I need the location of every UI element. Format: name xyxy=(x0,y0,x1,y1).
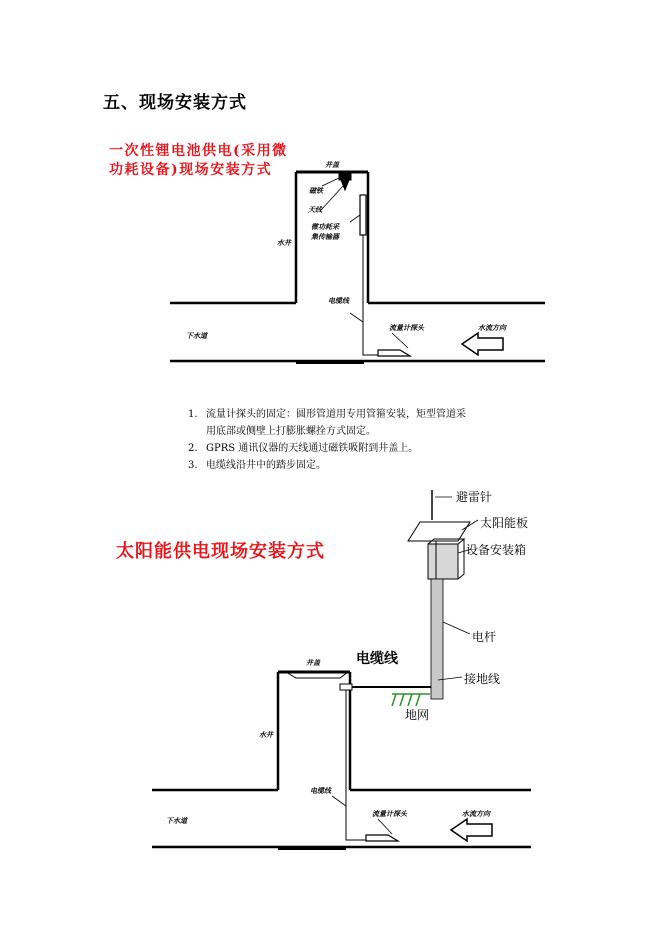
note-1-line1: 流量计探头的固定：圆形管道用专用管箍安装，矩型管道采 xyxy=(206,409,466,420)
label-flow-probe2: 流量计探头 xyxy=(372,810,407,818)
label-ground-grid: 地网 xyxy=(405,708,430,722)
section1-heading-line2: 功耗设备)现场安装方式 xyxy=(109,162,273,178)
label-ground-wire: 接地线 xyxy=(464,672,501,686)
note-3-text: 电缆线沿井中的踏步固定。 xyxy=(206,460,326,471)
label-device-line1: 微功耗采 xyxy=(311,223,339,231)
note-2-number: 2. xyxy=(188,443,198,454)
page-title: 五、现场安装方式 xyxy=(103,93,247,113)
label-magnet: 磁铁 xyxy=(309,187,323,195)
label-flow-direction2: 水流方向 xyxy=(462,810,490,818)
label-pole: 电杆 xyxy=(472,630,497,644)
pole xyxy=(431,579,443,699)
label-sewer: 下水道 xyxy=(186,332,207,340)
label-water-well: 水井 xyxy=(277,239,291,247)
label-water-well2: 水井 xyxy=(259,731,273,739)
flow-probe2-shape xyxy=(366,835,398,841)
leader-probe2 xyxy=(378,819,392,834)
section2-heading: 太阳能供电现场安装方式 xyxy=(116,541,325,562)
leader-pole xyxy=(443,622,470,634)
leader-cable2 xyxy=(332,796,346,806)
note-1-line2: 用底部或侧壁上打膨胀螺拴方式固定。 xyxy=(206,426,376,437)
label-flow-direction: 水流方向 xyxy=(478,324,506,332)
label-well-cover: 井盖 xyxy=(325,161,339,169)
label-cable2: 电缆线 xyxy=(310,787,331,795)
flow-arrow2-icon xyxy=(451,819,492,841)
note-1-number: 1. xyxy=(188,409,198,420)
label-cable: 电缆线 xyxy=(328,297,349,305)
label-solar-panel: 太阳能板 xyxy=(480,516,529,530)
section1-heading-line1: 一次性锂电池供电(采用微 xyxy=(109,143,288,159)
note-2-text: GPRS 通讯仪器的天线通过磁铁吸附到井盖上。 xyxy=(206,443,419,454)
label-antenna: 天线 xyxy=(308,206,322,214)
label-cable-big: 电缆线 xyxy=(356,651,398,667)
cable-entry xyxy=(340,684,352,690)
ground-grid-icon xyxy=(392,694,430,706)
label-flow-probe: 流量计探头 xyxy=(389,324,424,332)
label-device-line2: 集传输器 xyxy=(311,233,339,241)
solar-panel-icon xyxy=(408,522,470,541)
note-3-number: 3. xyxy=(188,460,198,471)
label-sewer2: 下水道 xyxy=(166,817,187,825)
label-well-cover2: 井盖 xyxy=(306,659,320,667)
label-equipment-box: 设备安装箱 xyxy=(466,543,527,557)
equipment-box xyxy=(428,544,458,579)
label-lightning-rod: 避雷针 xyxy=(456,490,493,504)
